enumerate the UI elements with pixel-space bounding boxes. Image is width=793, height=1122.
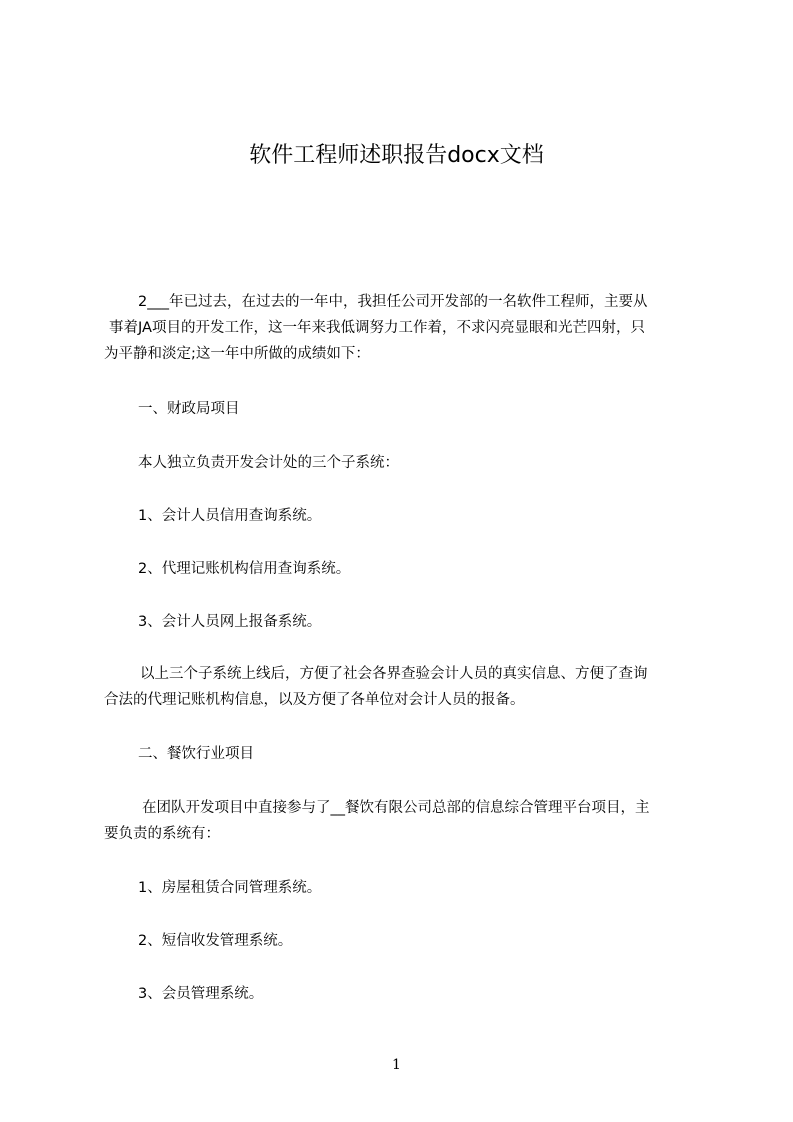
intro-paragraph <box>104 289 700 367</box>
section1-summary-line-2: 合法的代理记账机构信息，以及方便了各单位对会计人员的报备。 <box>104 692 525 708</box>
section2-item-3: 3、会员管理系统。 <box>138 986 264 1002</box>
section1-item-3: 3、会计人员网上报备系统。 <box>138 614 322 630</box>
section2-heading: 二、餐饮行业项目 <box>138 746 254 762</box>
intro-line-3: 为平静和淡定;这一年中所做的成绩如下： <box>104 346 370 362</box>
section1-summary-line-1: 以上三个子系统上线后，方便了社会各界查验会计人员的真实信息、方便了查询 <box>140 666 648 682</box>
section1-item-1: 1、会计人员信用查询系统。 <box>138 508 322 524</box>
intro-line-2: 事着JA项目的开发工作，这一年来我低调努力工作着，不求闪亮显眼和光芒四射，只 <box>109 320 645 336</box>
section2-lead <box>104 795 700 847</box>
section2-lead-line-1: 在团队开发项目中直接参与了__餐饮有限公司总部的信息综合管理平台项目，主 <box>142 800 650 816</box>
section1-heading: 一、财政局项目 <box>138 401 240 417</box>
section2-item-2: 2、短信收发管理系统。 <box>138 933 293 949</box>
page-number: 1 <box>392 1057 401 1073</box>
section1-summary <box>104 661 700 713</box>
section2-item-1: 1、房屋租赁合同管理系统。 <box>138 880 322 896</box>
section1-item-2: 2、代理记账机构信用查询系统。 <box>138 561 351 577</box>
section1-lead: 本人独立负责开发会计处的三个子系统： <box>138 455 399 471</box>
section2-lead-line-2: 要负责的系统有： <box>104 826 220 842</box>
intro-line-1: 2___年已过去，在过去的一年中，我担任公司开发部的一名软件工程师，主要从 <box>138 294 648 310</box>
document-title: 软件工程师述职报告docx文档 <box>249 143 544 168</box>
